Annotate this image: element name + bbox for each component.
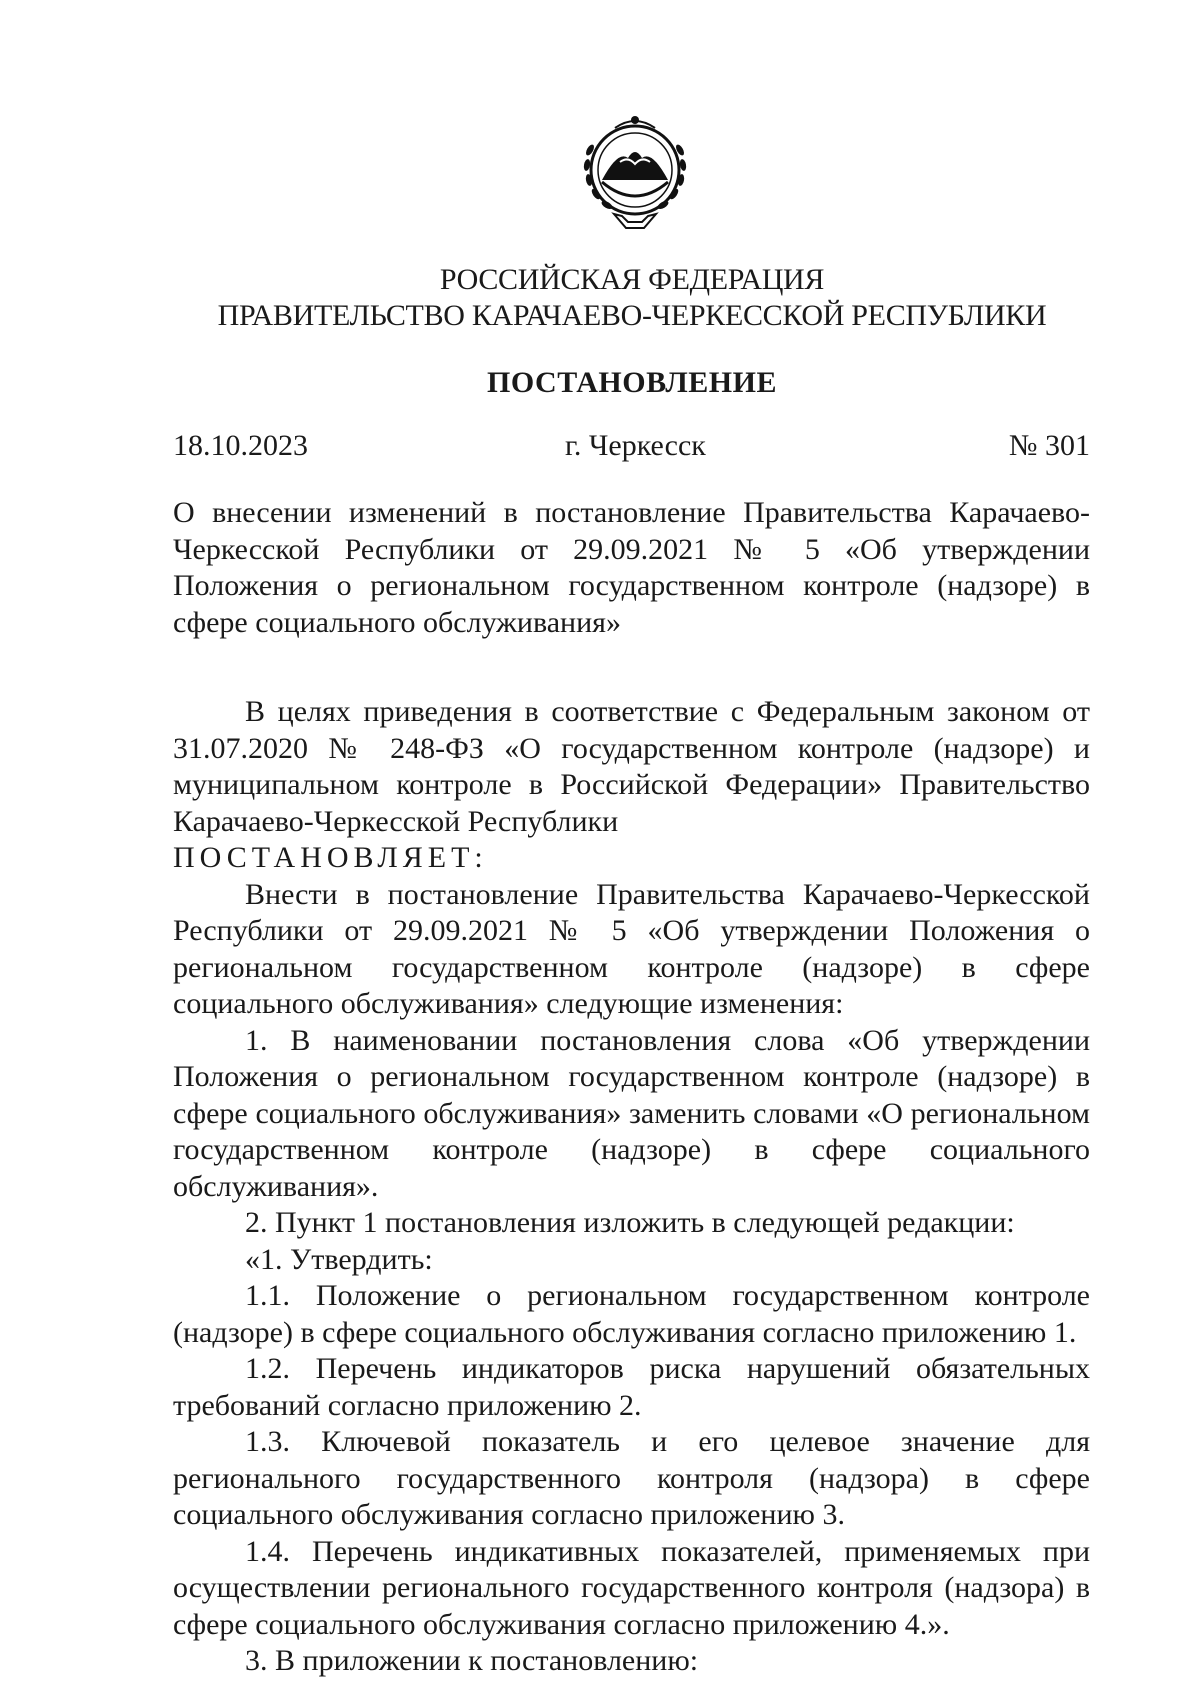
header-government: ПРАВИТЕЛЬСТВО КАРАЧАЕВО-ЧЕРКЕССКОЙ РЕСПУБЛИКИ [217,299,1047,332]
body-paragraph: 1.1. Положение о региональном государственном контроле (надзоре) в сфере социального обслуживания согласно приложению 1. [173,1279,1090,1349]
body-paragraph: 1.4. Перечень индикативных показателей, применяемых при осуществлении регионального государственного контроля (надзора) в сфере социального обслуживания согласно приложению 4.». [173,1534,1090,1641]
document-date: 18.10.2023 [173,429,308,462]
document-type-title: ПОСТАНОВЛЕНИЕ [487,366,777,399]
header-country: РОССИЙСКАЯ ФЕДЕРАЦИЯ [439,263,825,296]
document-number: № 301 [1008,429,1090,462]
document-body [173,694,1090,1680]
document-meta-row [173,428,1090,464]
body-paragraph: 1. В наименовании постановления слова «Об утверждении Положения о региональном государственном контроле (надзоре) в сфере социального обслуживания» заменить словами «О региональном государственном контроле (надзоре) в сфере социального обслуживания». [173,1023,1090,1203]
body-paragraph: 3. В приложении к постановлению: [245,1644,699,1677]
body-paragraph: Внести в постановление Правительства Карачаево-Черкесской Республики от 29.09.2021 № 5 «Об утверждении Положения о региональном государственном контроле (надзоре) в сфере социального обслуживания» следующие изменения: [173,877,1090,1020]
body-paragraph: 1.3. Ключевой показатель и его целевое значение для регионального государственного контроля (надзора) в сфере социального обслуживания согласно приложению 3. [173,1425,1090,1531]
document-city: г. Черкесск [565,429,706,462]
body-paragraph: «1. Утвердить: [245,1242,433,1276]
subject-text: О внесении изменений в постановление Правительства Карачаево-Черкесской Республики от 29.09.2021 № 5 «Об утверждении Положения о региональном государственном контроле (надзоре) в сфере социального обслуживания» [173,496,1090,639]
body-paragraph: 2. Пункт 1 постановления изложить в следующей редакции: [245,1206,1015,1239]
coat-of-arms-icon [570,110,700,240]
decree-word: ПОСТАНОВЛЯЕТ: [173,841,488,874]
preamble-paragraph: В целях приведения в соответствие с Федеральным законом от 31.07.2020 № 248-ФЗ «О государственном контроле (надзоре) и муниципальном контроле в Российской Федерации» Правительство Карачаево-Черкесской Республики [173,695,1090,838]
document-subject [173,495,1090,641]
body-paragraph: 1.2. Перечень индикаторов риска нарушений обязательных требований согласно приложению 2. [173,1352,1090,1422]
